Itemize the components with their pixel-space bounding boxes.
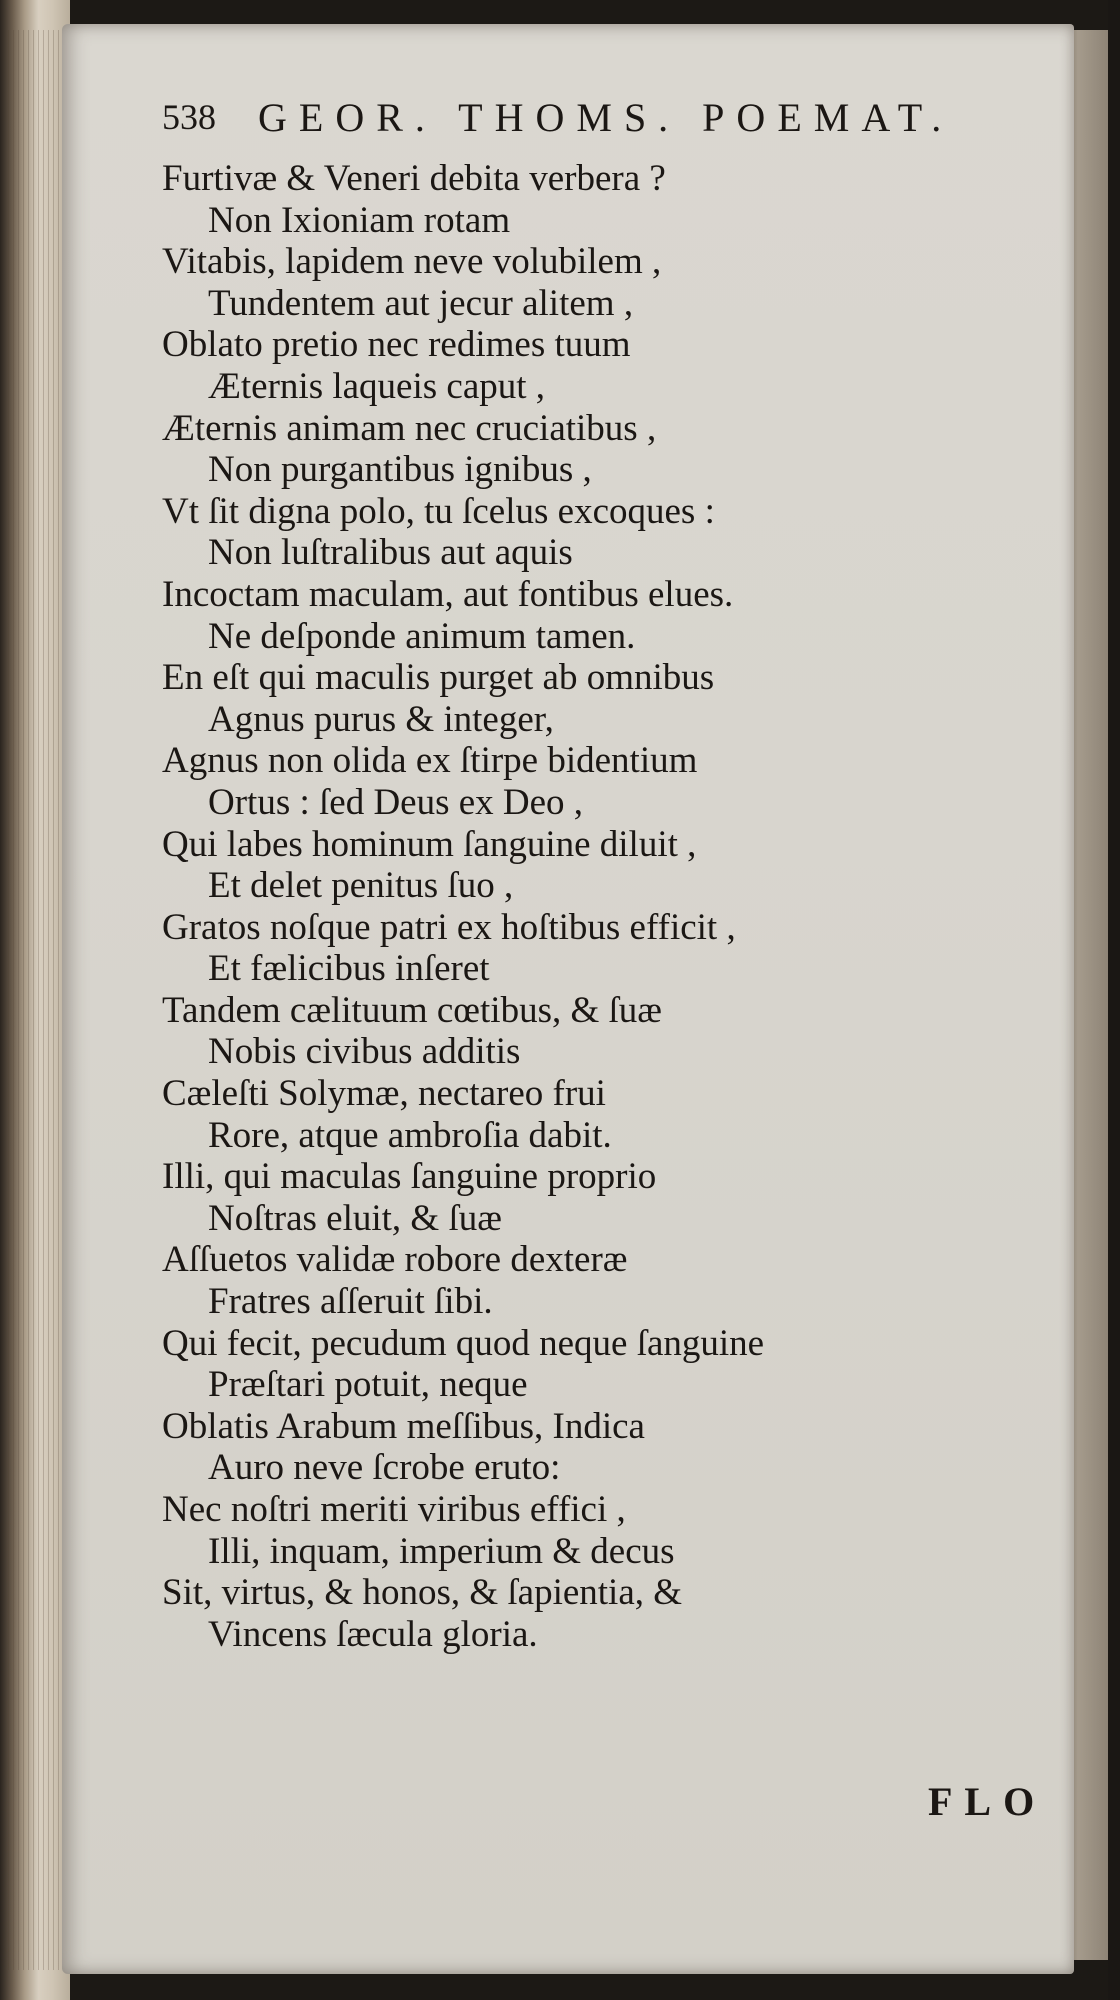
verse-line: Ortus : ſed Deus ex Deo , [208,781,584,823]
verse-line: Incoctam maculam, aut fontibus elues. [162,573,734,615]
verse-line: Vitabis, lapidem neve volubilem , [162,241,662,283]
verse-line: Non luſtralibus aut aquis [208,532,573,574]
page-stack-lines [8,30,60,1970]
poem-text [162,158,1062,1655]
scan-border [1108,0,1120,2000]
verse-line: Nobis civibus additis [208,1031,521,1073]
verse-line: Agnus non olida ex ſtirpe bidentium [162,740,698,782]
page-header [100,96,1070,156]
verse-line: Præſtari potuit, neque [208,1364,528,1406]
verse-line: Cæleſti Solymæ, nectareo frui [162,1073,606,1115]
verse-line: Tundentem aut jecur alitem , [208,282,634,324]
verse-line: Oblato pretio nec redimes tuum [162,324,631,366]
verse-line: Oblatis Arabum meſſibus, Indica [162,1405,645,1447]
verse-line: Æternis animam nec cruciatibus , [162,407,657,449]
verse-line: Aſſuetos validæ robore dexteræ [162,1239,628,1281]
verse-line: Non Ixioniam rotam [208,199,511,241]
verse-line: Agnus purus & integer, [208,698,554,740]
verse-line: Nec noſtri meriti viribus effici , [162,1489,626,1530]
verse-line: Rore, atque ambroſia dabit. [208,1114,612,1156]
verse-line: Æternis laqueis caput , [208,365,546,407]
verse-line: Et fælicibus inſeret [208,948,490,990]
page-number: 538 [162,97,216,137]
verse-line: Tandem cælituum cœtibus, & ſuæ [162,989,662,1031]
verse-line: Noſtras eluit, & ſuæ [208,1197,502,1239]
verse-line: Vincens ſæcula gloria. [208,1613,538,1655]
verse-line: Sit, virtus, & honos, & ſapientia, & [162,1572,683,1614]
verse-line: Non purgantibus ignibus , [208,449,592,491]
verse-line: Qui fecit, pecudum quod neque ſanguine [162,1322,765,1364]
verse-line: Qui labes hominum ſanguine diluit , [162,823,697,865]
verse-line: Auro neve ſcrobe eruto: [208,1447,561,1489]
verse-line: Ne deſponde animum tamen. [208,615,636,657]
verse-line: En eſt qui maculis purget ab omnibus [162,657,715,699]
verse-line: Furtivæ & Veneri debita verbera ? [162,158,666,199]
verse-line: Gratos noſque patri ex hoſtibus efficit , [162,906,736,948]
verse-line: Et delet penitus ſuo , [208,865,514,907]
catchword: FLO [928,1779,1047,1824]
verse-line: Illi, qui maculas ſanguine proprio [162,1156,657,1198]
verse-line: Illi, inquam, imperium & decus [208,1530,675,1572]
verse-line: Vt ſit digna polo, tu ſcelus excoques : [162,490,715,532]
running-head: GEOR. THOMS. POEMAT. [258,95,954,140]
verse-line: Fratres aſſeruit ſibi. [208,1281,493,1323]
